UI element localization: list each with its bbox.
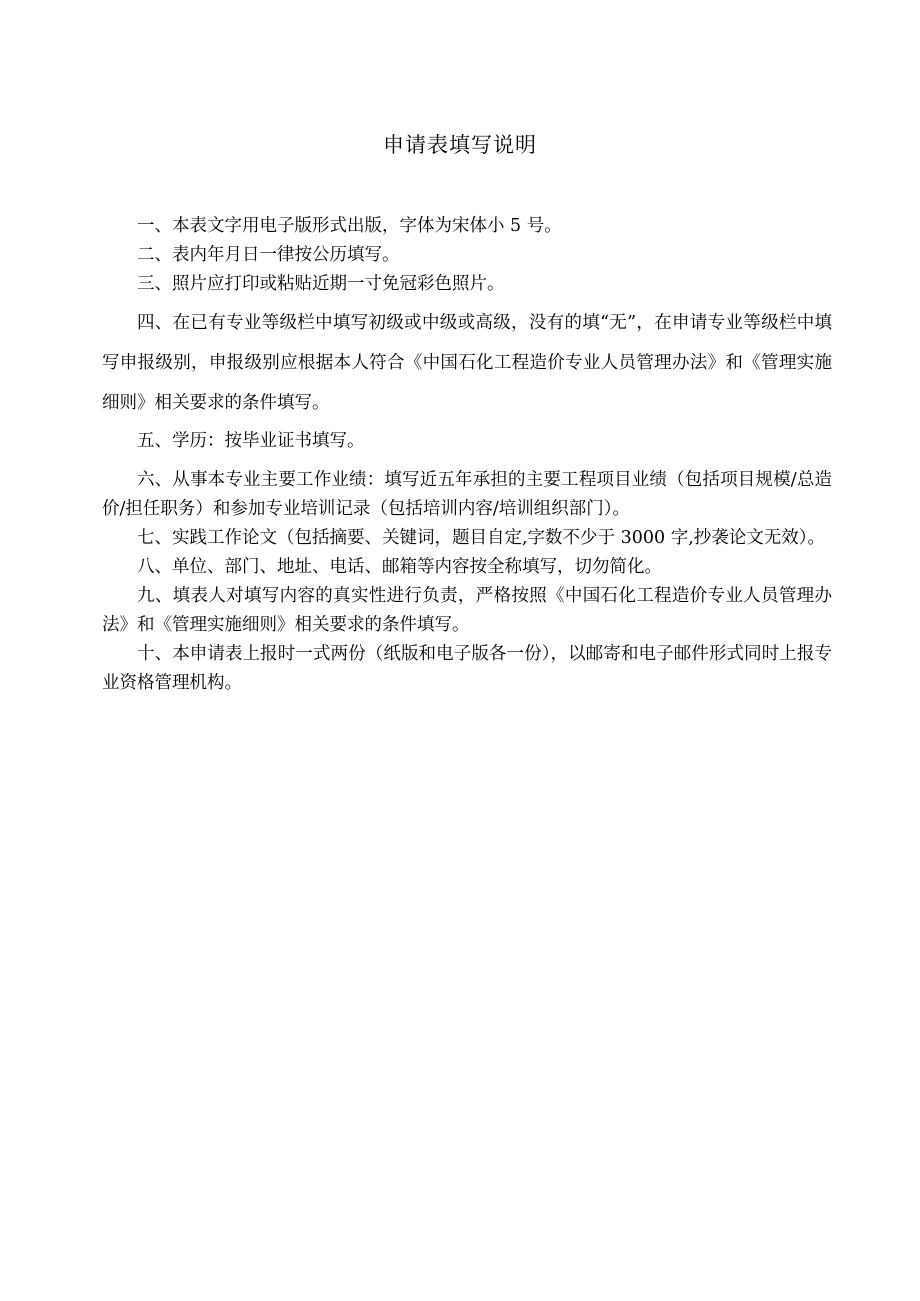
instruction-item-3: 三、照片应打印或粘贴近期一寸免冠彩色照片。 [137, 274, 505, 294]
instruction-item-8: 八、单位、部门、地址、电话、邮箱等内容按全称填写，切勿简化。 [137, 557, 662, 577]
instruction-item-5: 五、学历：按毕业证书填写。 [137, 431, 365, 451]
instruction-item-9: 九、填表人对填写内容的真实性进行负责，严格按照《中国石化工程造价专业人员管理办法》和《管理实施细则》相关要求的条件填写。 [102, 586, 832, 635]
instruction-item-6: 六、从事本专业主要工作业绩：填写近五年承担的主要工程项目业绩（包括项目规模/总造价/担任职务）和参加专业培训记录（包括培训内容/培训组织部门）。 [102, 470, 832, 519]
instruction-item-1: 一、本表文字用电子版形式出版，字体为宋体小 5 号。 [137, 216, 562, 236]
instruction-item-10: 十、本申请表上报时一式两份（纸版和电子版各一份），以邮寄和电子邮件形式同时上报专业资格管理机构。 [102, 644, 832, 693]
instructions-list [102, 212, 832, 698]
instruction-item-7: 七、实践工作论文（包括摘要、关键词，题目自定,字数不少于 3000 字,抄袭论文无效）。 [137, 528, 826, 548]
instruction-item-4: 四、在已有专业等级栏中填写初级或中级或高级，没有的填“无”，在申请专业等级栏中填写申报级别，申报级别应根据本人符合《中国石化工程造价专业人员管理办法》和《管理实施细则》相关要求的条件填写。 [102, 313, 832, 413]
document-title: 申请表填写说明 [383, 133, 537, 157]
instruction-item-2: 二、表内年月日一律按公历填写。 [137, 245, 400, 265]
